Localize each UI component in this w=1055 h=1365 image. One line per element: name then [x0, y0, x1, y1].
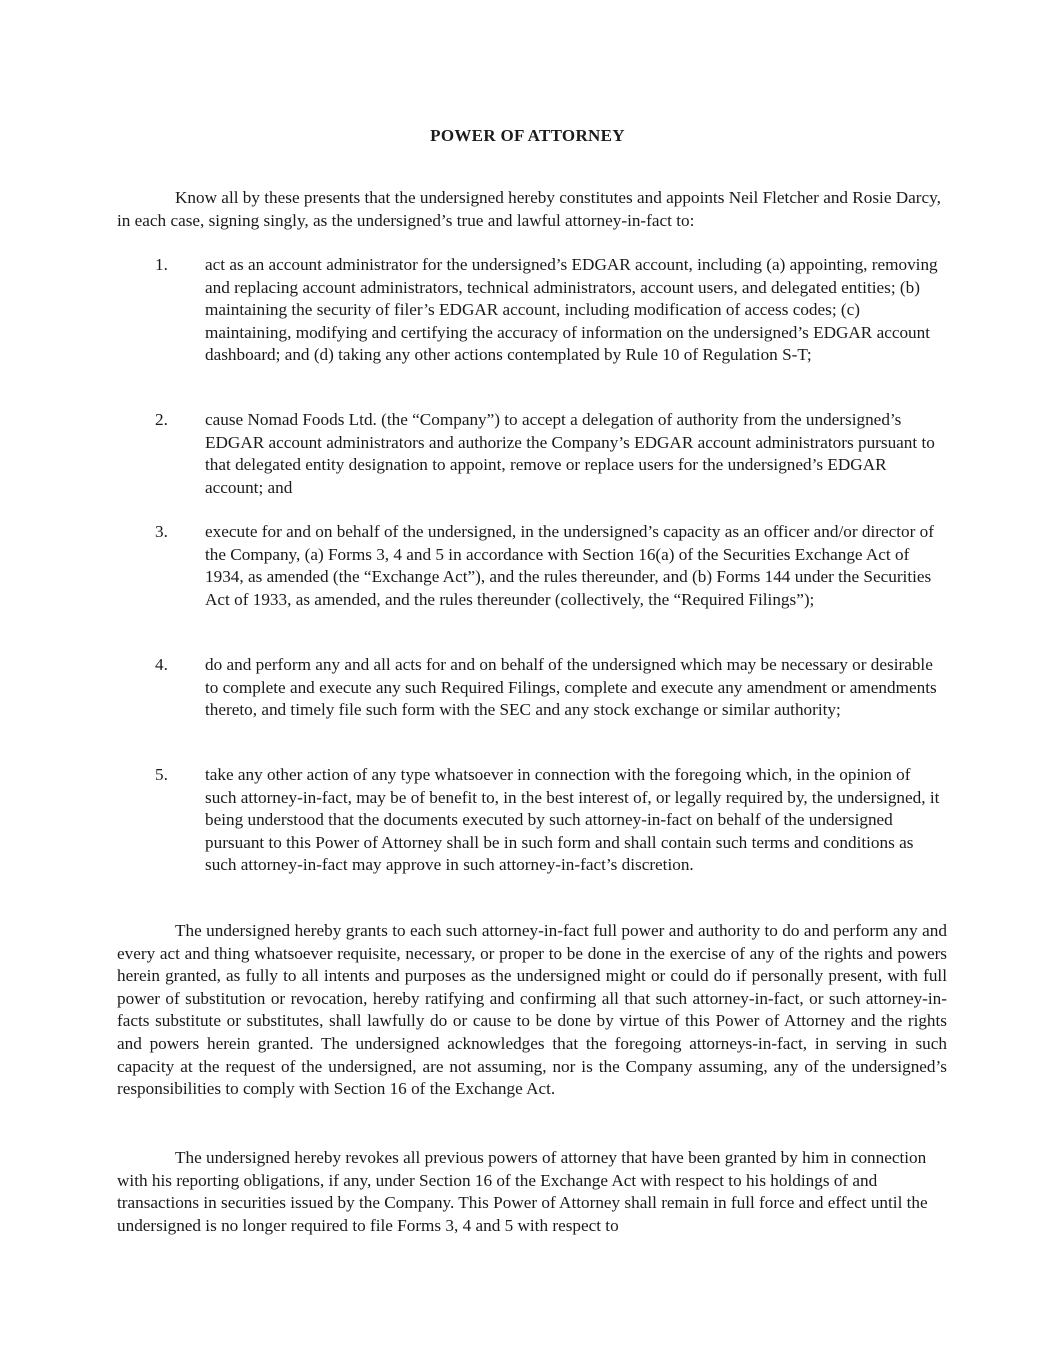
list-item-text: act as an account administrator for the undersigned’s EDGAR account, including (a) appointing, removing and replacing account administrators, technical administrators, account users, and delegated entities; (b) maintaining the security of filer’s EDGAR account, including modification of access codes; (c) maintaining, modifying and certifying the accuracy of information on the undersigned’s EDGAR account dashboard; and (d) taking any other actions contemplated by Rule 10 of Regulation S-T;	[205, 255, 938, 365]
list-item-text: do and perform any and all acts for and on behalf of the undersigned which may be necessary or desirable to complete and execute any such Required Filings, complete and execute any amendment or amendments thereto, and timely file such form with the SEC and any stock exchange or similar authority;	[205, 655, 937, 720]
revoke-paragraph: The undersigned hereby revokes all previous powers of attorney that have been granted by him in connection with his reporting obligations, if any, under Section 16 of the Exchange Act with respect to his holdings of and transactions in securities issued by the Company. This Power of Attorney shall remain in full force and effect until the undersigned is no longer required to file Forms 3, 4 and 5 with respect to	[117, 1148, 928, 1235]
list-item-number: 4.	[155, 655, 168, 674]
grant-paragraph: The undersigned hereby grants to each such attorney-in-fact full power and authority to do and perform any and every act and thing whatsoever requisite, necessary, or proper to be done in the exercise of any of the rights and powers herein granted, as fully to all intents and purposes as the undersigned might or could do if personally present, with full power of substitution or revocation, hereby ratifying and confirming all that such attorney-in-fact, or such attorney-in-facts substitute or substitutes, shall lawfully do or cause to be done by virtue of this Power of Attorney and the rights and powers herein granted. The undersigned acknowledges that the foregoing attorneys-in-fact, in serving in such capacity at the request of the undersigned, are not assuming, nor is the Company assuming, any of the undersigned’s responsibilities to comply with Section 16 of the Exchange Act.	[117, 921, 947, 1099]
list-item-text: take any other action of any type whatsoever in connection with the foregoing which, in the opinion of such attorney-in-fact, may be of benefit to, in the best interest of, or legally required by, the undersigned, it being understood that the documents executed by such attorney-in-fact on behalf of the undersigned pursuant to this Power of Attorney shall be in such form and shall contain such terms and conditions as such attorney-in-fact may approve in such attorney-in-fact’s discretion.	[205, 765, 940, 875]
intro-paragraph: Know all by these presents that the undersigned hereby constitutes and appoints Neil Fletcher and Rosie Darcy, in each case, signing singly, as the undersigned’s true and lawful attorney-in-fact to:	[117, 188, 941, 230]
list-item-number: 3.	[155, 522, 168, 541]
list-item-number: 2.	[155, 410, 168, 429]
list-item-text: execute for and on behalf of the undersigned, in the undersigned’s capacity as an officer and/or director of the Company, (a) Forms 3, 4 and 5 in accordance with Section 16(a) of the Securities Exchange Act of 1934, as amended (the “Exchange Act”), and the rules thereunder, and (b) Forms 144 under the Securities Act of 1933, as amended, and the rules thereunder (collectively, the “Required Filings”);	[205, 522, 934, 609]
document-title: POWER OF ATTORNEY	[430, 126, 625, 145]
list-item-number: 1.	[155, 255, 168, 274]
list-item-number: 5.	[155, 765, 168, 784]
list-item-text: cause Nomad Foods Ltd. (the “Company”) to accept a delegation of authority from the undersigned’s EDGAR account administrators and authorize the Company’s EDGAR account administrators pursuant to that delegated entity designation to appoint, remove or replace users for the undersigned’s EDGAR account; and	[205, 410, 935, 497]
